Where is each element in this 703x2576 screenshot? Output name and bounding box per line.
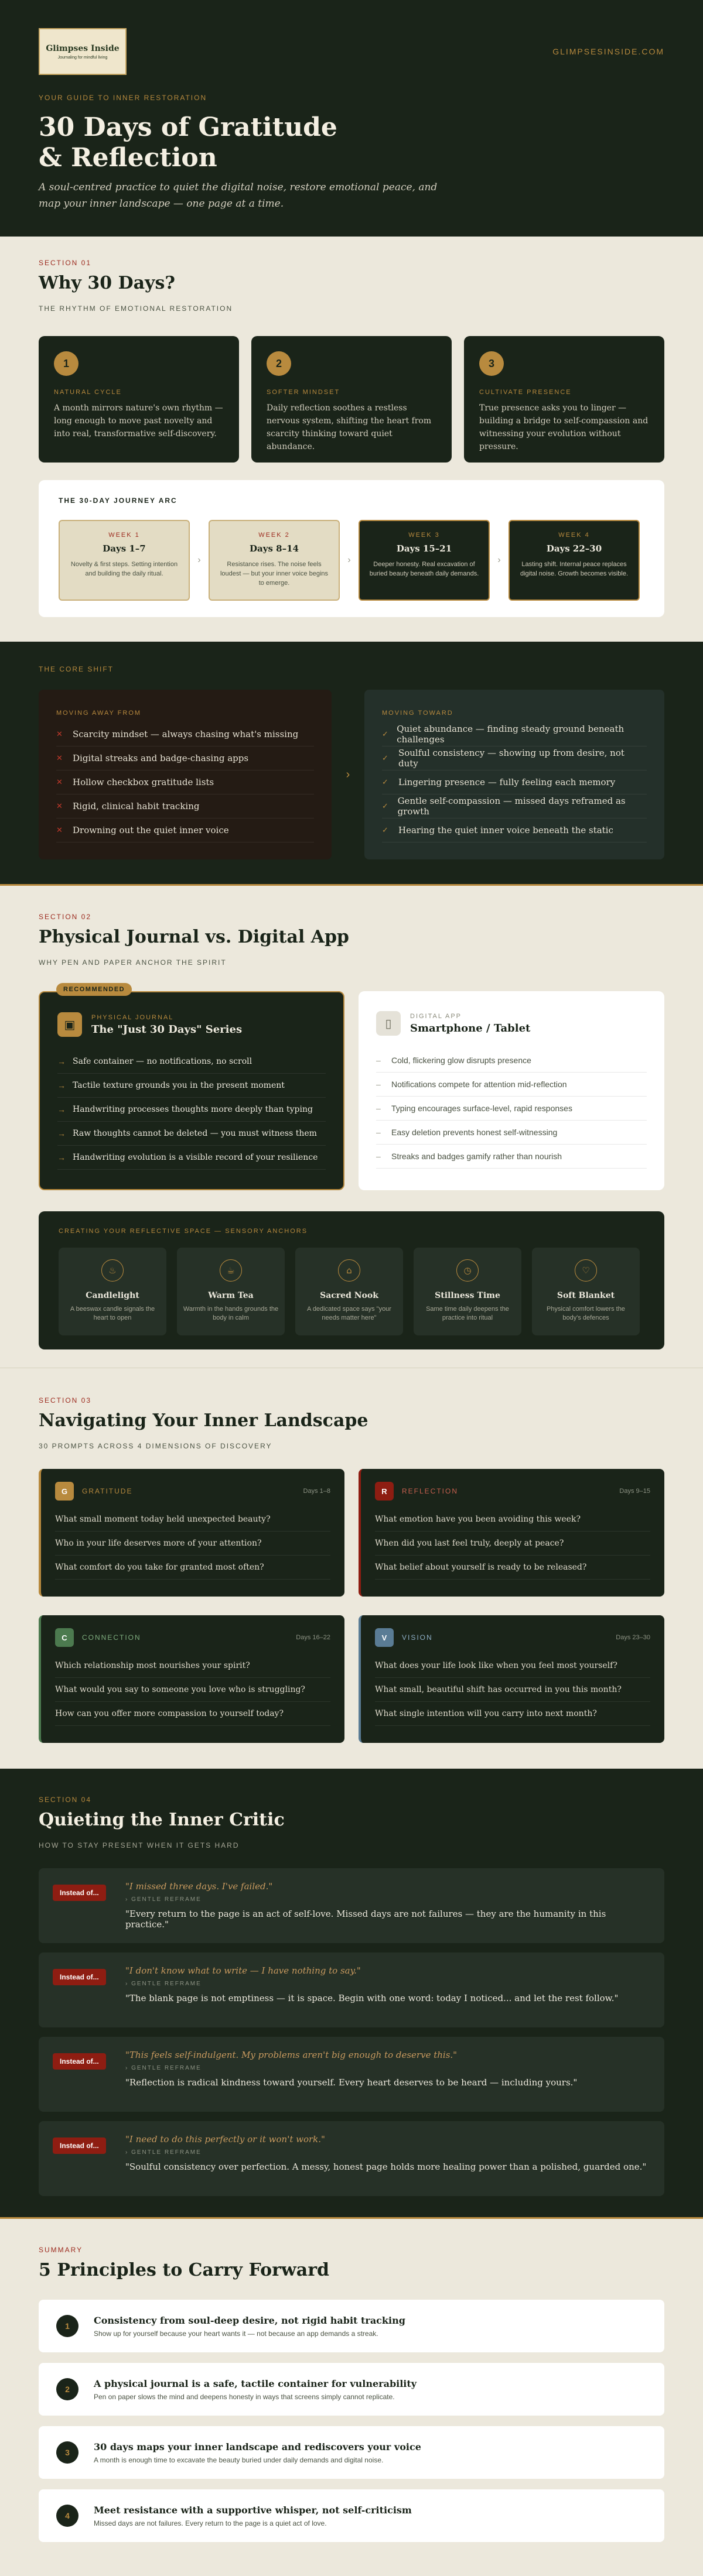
dimension-name: REFLECTION bbox=[402, 1487, 459, 1495]
check-icon: ✓ bbox=[382, 729, 388, 738]
item-text: Tactile texture grounds you in the present moment bbox=[73, 1081, 285, 1090]
critic-reframe-card bbox=[39, 1952, 664, 2027]
prompt-question: What belief about yourself is ready to be released? bbox=[375, 1556, 650, 1580]
why-30-days-section bbox=[0, 237, 703, 642]
week-days: Days 22–30 bbox=[546, 543, 602, 554]
section-title: Physical Journal vs. Digital App bbox=[39, 927, 349, 947]
check-icon: ✓ bbox=[382, 777, 388, 786]
section-label: SECTION 02 bbox=[39, 913, 92, 921]
principle-item bbox=[39, 2300, 664, 2352]
reframe-label-text: GENTLE REFRAME bbox=[131, 1896, 202, 1903]
list-item bbox=[57, 1098, 326, 1122]
dimension-days: Days 1–8 bbox=[303, 1488, 330, 1495]
prompt-card-header bbox=[55, 1628, 330, 1647]
principle-number: 4 bbox=[56, 2505, 79, 2527]
card-category: PHYSICAL JOURNAL bbox=[91, 1013, 174, 1021]
cross-icon: ✕ bbox=[56, 825, 63, 834]
reframe-body bbox=[125, 1881, 650, 1930]
gentle-reframe-label: › GENTLE REFRAME bbox=[125, 1896, 202, 1903]
prompt-card-header bbox=[375, 1628, 650, 1647]
prompt-card-header bbox=[375, 1482, 650, 1501]
cross-icon: ✕ bbox=[56, 729, 63, 738]
anchor-desc: A dedicated space says "your needs matter here" bbox=[307, 1306, 391, 1321]
week-label: WEEK 4 bbox=[558, 532, 590, 539]
item-text: Easy deletion prevents honest self-witnessing bbox=[391, 1128, 558, 1137]
arrow-icon: → bbox=[57, 1081, 66, 1090]
week-text: Novelty & first steps. Setting intention and building the daily ritual. bbox=[70, 561, 178, 577]
principle-desc: Pen on paper slows the mind and deepens honesty in ways that screens simply cannot replicate. bbox=[94, 2392, 395, 2401]
check-icon: ✓ bbox=[382, 825, 388, 834]
principle-number: 3 bbox=[56, 2441, 79, 2464]
principle-desc: Missed days are not failures. Every return to the page is a quiet act of love. bbox=[94, 2519, 327, 2527]
prompt-question: What small, beautiful shift has occurred in you this month? bbox=[375, 1678, 650, 1702]
dash-icon: – bbox=[376, 1152, 381, 1161]
toward-item bbox=[382, 794, 647, 818]
cross-icon: ✕ bbox=[56, 801, 63, 810]
check-icon: ✓ bbox=[382, 801, 388, 810]
card-title: Smartphone / Tablet bbox=[410, 1022, 531, 1034]
card-label: NATURAL CYCLE bbox=[54, 389, 122, 396]
dash-icon: – bbox=[376, 1080, 381, 1089]
principle-desc: Show up for yourself because your heart wants it — not because an app demands a streak. bbox=[94, 2329, 378, 2338]
card-label: CULTIVATE PRESENCE bbox=[479, 389, 572, 396]
instead-of-badge: Instead of... bbox=[53, 2137, 106, 2154]
dimension-name: CONNECTION bbox=[82, 1633, 141, 1642]
anchor-name: Stillness Time bbox=[435, 1291, 500, 1300]
item-text: Raw thoughts cannot be deleted — you must witness them bbox=[73, 1129, 317, 1138]
prompt-question: Who in your life deserves more of your attention? bbox=[55, 1532, 330, 1556]
week-text: Deeper honesty. Real excavation of buried beauty beneath daily demands. bbox=[369, 561, 479, 577]
away-item bbox=[56, 746, 314, 770]
card-text: Daily reflection soothes a restless nervous system, shifting the heart from scarcity thinking toward quiet abundance. bbox=[267, 403, 432, 451]
core-shift-section bbox=[0, 642, 703, 884]
anchor-desc: Warmth in the hands grounds the body in calm bbox=[183, 1306, 279, 1321]
anchor-name: Sacred Nook bbox=[320, 1291, 378, 1300]
section-title: Why 30 Days? bbox=[39, 273, 175, 293]
anchors-title: CREATING YOUR REFLECTIVE SPACE — SENSORY ANCHORS bbox=[59, 1228, 308, 1235]
prompt-question: What single intention will you carry into next month? bbox=[375, 1702, 650, 1726]
principle-number: 1 bbox=[56, 2315, 79, 2337]
list-item bbox=[376, 1097, 647, 1121]
moving-away-panel bbox=[39, 690, 332, 859]
principle-desc: A month is enough time to excavate the beauty buried under daily demands and digital noise. bbox=[94, 2455, 384, 2464]
reframe-text: "Soulful consistency over perfection. A messy, honest page holds more healing power than a polished, guarded one." bbox=[125, 2161, 647, 2172]
arrow-icon: → bbox=[57, 1129, 66, 1138]
anchor-desc: Same time daily deepens the practice into ritual bbox=[426, 1306, 509, 1321]
card-number: 1 bbox=[54, 351, 79, 376]
section-title: Navigating Your Inner Landscape bbox=[39, 1410, 368, 1431]
anchor-desc: A beeswax candle signals the heart to open bbox=[70, 1306, 155, 1321]
prompt-card-vision bbox=[359, 1615, 664, 1743]
anchor-desc: Physical comfort lowers the body's defences bbox=[547, 1306, 625, 1321]
reframe-body bbox=[125, 2134, 650, 2172]
away-item bbox=[56, 770, 314, 794]
instead-of-badge: Instead of... bbox=[53, 1969, 106, 1985]
section-label: SUMMARY bbox=[39, 2246, 83, 2254]
instead-of-badge: Instead of... bbox=[53, 1885, 106, 1901]
section-subtitle: THE RHYTHM OF EMOTIONAL RESTORATION bbox=[39, 304, 233, 313]
week-days: Days 1–7 bbox=[103, 543, 146, 554]
check-icon: ✓ bbox=[382, 753, 388, 762]
toward-item bbox=[382, 746, 647, 770]
week-label: WEEK 3 bbox=[408, 532, 440, 539]
prompt-question: What comfort do you take for granted most often? bbox=[55, 1556, 330, 1580]
away-text: Digital streaks and badge-chasing apps bbox=[73, 753, 249, 763]
section-title: 5 Principles to Carry Forward bbox=[39, 2260, 329, 2280]
dimension-letter-icon: C bbox=[55, 1628, 74, 1647]
toward-text: Soulful consistency — showing up from desire, not duty bbox=[398, 748, 624, 769]
site-url-link[interactable]: GLIMPSESINSIDE.COM bbox=[552, 47, 664, 56]
dimension-days: Days 16–22 bbox=[296, 1634, 330, 1641]
hero-subtitle: A soul-centred practice to quiet the digital noise, restore emotional peace, and map your inner landscape — one page at a time. bbox=[39, 181, 438, 210]
dimension-letter-icon: V bbox=[375, 1628, 394, 1647]
dash-icon: – bbox=[376, 1128, 381, 1137]
inner-critic-section bbox=[0, 1769, 703, 2217]
moving-toward-panel bbox=[364, 690, 664, 859]
smartphone-icon: ▯ bbox=[376, 1011, 401, 1036]
site-logo[interactable] bbox=[39, 28, 127, 75]
arrow-icon: → bbox=[57, 1105, 66, 1114]
critic-thought: "I don't know what to write — I have nothing to say." bbox=[125, 1965, 361, 1976]
week-days: Days 15–21 bbox=[396, 543, 452, 554]
journey-arc-panel bbox=[39, 480, 664, 617]
core-shift-eyebrow: THE CORE SHIFT bbox=[39, 665, 114, 673]
item-text: Handwriting processes thoughts more deeply than typing bbox=[73, 1105, 313, 1114]
instead-of-badge: Instead of... bbox=[53, 2053, 106, 2070]
section-title: Quieting the Inner Critic bbox=[39, 1810, 285, 1830]
critic-reframe-card bbox=[39, 2037, 664, 2112]
reason-card bbox=[464, 336, 664, 463]
prompt-card-connection bbox=[39, 1615, 344, 1743]
list-item bbox=[376, 1049, 647, 1073]
flame-icon: ♨ bbox=[101, 1259, 124, 1282]
reframe-label-text: GENTLE REFRAME bbox=[131, 1981, 202, 1987]
list-item bbox=[376, 1145, 647, 1169]
away-text: Scarcity mindset — always chasing what's missing bbox=[73, 729, 299, 739]
prompt-question: When did you last feel truly, deeply at peace? bbox=[375, 1532, 650, 1556]
list-item bbox=[376, 1073, 647, 1097]
reason-card bbox=[251, 336, 452, 463]
week-card bbox=[209, 520, 340, 601]
away-item bbox=[56, 818, 314, 842]
dimension-name: VISION bbox=[402, 1633, 433, 1642]
away-text: Drowning out the quiet inner voice bbox=[73, 825, 229, 835]
critic-thought: "I missed three days. I've failed." bbox=[125, 1881, 273, 1892]
clock-icon: ◷ bbox=[456, 1259, 479, 1282]
arrow-icon: → bbox=[57, 1057, 66, 1066]
gentle-reframe-label: › GENTLE REFRAME bbox=[125, 2149, 202, 2156]
principle-item bbox=[39, 2363, 664, 2416]
book-icon: ▣ bbox=[57, 1012, 82, 1037]
away-item bbox=[56, 794, 314, 818]
moving-toward-label: MOVING TOWARD bbox=[382, 710, 453, 717]
dimension-name: GRATITUDE bbox=[82, 1487, 133, 1495]
prompt-card-header bbox=[55, 1482, 330, 1501]
section-label: SECTION 01 bbox=[39, 259, 92, 267]
item-text: Handwriting evolution is a visible record of your resilience bbox=[73, 1153, 318, 1162]
inner-landscape-section bbox=[0, 1368, 703, 1769]
anchor-name: Candlelight bbox=[86, 1291, 139, 1300]
card-text: True presence asks you to linger — building a bridge to self-compassion and witnessing your evolution without pressure. bbox=[479, 403, 649, 451]
critic-reframe-card bbox=[39, 1868, 664, 1943]
sensory-anchors-panel bbox=[39, 1211, 664, 1349]
card-header bbox=[57, 1012, 326, 1037]
toward-text: Hearing the quiet inner voice beneath the static bbox=[398, 825, 613, 835]
arrow-icon: → bbox=[57, 1153, 66, 1162]
chevron-right-icon: › bbox=[197, 555, 201, 565]
critic-reframe-card bbox=[39, 2121, 664, 2196]
digital-app-card bbox=[359, 991, 664, 1190]
reframe-label-text: GENTLE REFRAME bbox=[131, 2065, 202, 2071]
card-category: DIGITAL APP bbox=[410, 1012, 462, 1020]
anchor-name: Warm Tea bbox=[208, 1291, 254, 1300]
away-item bbox=[56, 722, 314, 746]
prompt-question: Which relationship most nourishes your spirit? bbox=[55, 1654, 330, 1678]
item-text: Cold, flickering glow disrupts presence bbox=[391, 1056, 531, 1065]
away-text: Rigid, clinical habit tracking bbox=[73, 801, 200, 811]
anchor-name: Soft Blanket bbox=[557, 1291, 615, 1300]
journal-vs-app-section bbox=[0, 884, 703, 1368]
journey-arc-title: THE 30-DAY JOURNEY ARC bbox=[59, 496, 178, 505]
principle-number: 2 bbox=[56, 2378, 79, 2400]
arrow-right-icon: › bbox=[346, 768, 350, 781]
principle-title: A physical journal is a safe, tactile container for vulnerability bbox=[94, 2378, 417, 2389]
prompt-card-gratitude bbox=[39, 1469, 344, 1597]
list-item bbox=[57, 1074, 326, 1098]
item-text: Notifications compete for attention mid-reflection bbox=[391, 1080, 567, 1089]
hero-section bbox=[0, 0, 703, 237]
critic-thought: "This feels self-indulgent. My problems aren't big enough to deserve this." bbox=[125, 2050, 458, 2060]
page-title bbox=[39, 112, 337, 173]
principle-item bbox=[39, 2426, 664, 2479]
section-subtitle: 30 PROMPTS ACROSS 4 DIMENSIONS OF DISCOVERY bbox=[39, 1442, 272, 1450]
week-days: Days 8–14 bbox=[250, 543, 299, 554]
principle-title: Meet resistance with a supportive whisper, not self-criticism bbox=[94, 2504, 412, 2516]
toward-text: Lingering presence — fully feeling each memory bbox=[398, 777, 616, 787]
card-number: 2 bbox=[267, 351, 291, 376]
week-text: Resistance rises. The noise feels loudest — but your inner voice begins to emerge. bbox=[220, 561, 329, 587]
week-text: Lasting shift. Internal peace replaces digital noise. Growth becomes visible. bbox=[520, 561, 629, 577]
card-label: SOFTER MINDSET bbox=[267, 389, 340, 396]
principle-item bbox=[39, 2489, 664, 2542]
list-item bbox=[57, 1146, 326, 1170]
physical-journal-card bbox=[39, 991, 344, 1190]
reframe-body bbox=[125, 2050, 650, 2088]
recommended-badge: RECOMMENDED bbox=[56, 983, 132, 996]
reframe-label-text: GENTLE REFRAME bbox=[131, 2149, 202, 2156]
logo-title: Glimpses Inside bbox=[46, 43, 120, 53]
gentle-reframe-label: › GENTLE REFRAME bbox=[125, 2065, 202, 2071]
heart-icon: ♡ bbox=[575, 1259, 597, 1282]
cross-icon: ✕ bbox=[56, 777, 63, 786]
dimension-days: Days 23–30 bbox=[616, 1634, 650, 1641]
list-item bbox=[57, 1122, 326, 1146]
reframe-body bbox=[125, 1965, 650, 2003]
prompt-card-reflection bbox=[359, 1469, 664, 1597]
week-label: WEEK 2 bbox=[258, 532, 290, 539]
dimension-letter-icon: R bbox=[375, 1482, 394, 1501]
anchor-card bbox=[177, 1248, 285, 1335]
tea-cup-icon: ☕ bbox=[220, 1259, 242, 1282]
toward-text: Gentle self-compassion — missed days reframed as growth bbox=[397, 796, 626, 817]
reframe-text: "The blank page is not emptiness — it is space. Begin with one word: today I noticed... and let the rest follow." bbox=[125, 1993, 619, 2003]
item-text: Safe container — no notifications, no scroll bbox=[73, 1057, 252, 1066]
critic-thought: "I need to do this perfectly or it won't work." bbox=[125, 2134, 325, 2145]
prompt-question: What emotion have you been avoiding this week? bbox=[375, 1508, 650, 1532]
toward-item bbox=[382, 818, 647, 842]
toward-text: Quiet abundance — finding steady ground beneath challenges bbox=[397, 724, 624, 745]
anchor-card bbox=[414, 1248, 521, 1335]
summary-section bbox=[0, 2217, 703, 2576]
item-text: Typing encourages surface-level, rapid responses bbox=[391, 1104, 572, 1113]
title-line-2: & Reflection bbox=[39, 143, 217, 173]
principle-title: 30 days maps your inner landscape and rediscovers your voice bbox=[94, 2441, 421, 2452]
anchor-card bbox=[532, 1248, 640, 1335]
home-icon: ⌂ bbox=[338, 1259, 360, 1282]
section-label: SECTION 03 bbox=[39, 1396, 92, 1405]
anchor-card bbox=[295, 1248, 403, 1335]
section-label: SECTION 04 bbox=[39, 1796, 92, 1804]
reframe-text: "Every return to the page is an act of self-love. Missed days are not failures — they are the humanity in this practice." bbox=[125, 1909, 606, 1930]
reason-card bbox=[39, 336, 239, 463]
card-header bbox=[376, 1011, 647, 1036]
hero-eyebrow: YOUR GUIDE TO INNER RESTORATION bbox=[39, 94, 207, 102]
prompt-question: What small moment today held unexpected beauty? bbox=[55, 1508, 330, 1532]
toward-item bbox=[382, 770, 647, 794]
dash-icon: – bbox=[376, 1104, 381, 1113]
week-card bbox=[509, 520, 640, 601]
week-card bbox=[59, 520, 190, 601]
list-item bbox=[57, 1050, 326, 1074]
principle-title: Consistency from soul-deep desire, not rigid habit tracking bbox=[94, 2314, 405, 2326]
list-item bbox=[376, 1121, 647, 1145]
week-label: WEEK 1 bbox=[108, 532, 140, 539]
dimension-days: Days 9–15 bbox=[619, 1488, 650, 1495]
reframe-text: "Reflection is radical kindness toward yourself. Every heart deserves to be heard — including yours." bbox=[125, 2077, 578, 2088]
toward-item bbox=[382, 722, 647, 746]
cross-icon: ✕ bbox=[56, 753, 63, 762]
section-subtitle: WHY PEN AND PAPER ANCHOR THE SPIRIT bbox=[39, 958, 227, 967]
gentle-reframe-label: › GENTLE REFRAME bbox=[125, 1981, 202, 1987]
prompt-question: What does your life look like when you feel most yourself? bbox=[375, 1654, 650, 1678]
card-title: The "Just 30 Days" Series bbox=[91, 1023, 243, 1036]
title-line-1: 30 Days of Gratitude bbox=[39, 112, 337, 142]
moving-away-label: MOVING AWAY FROM bbox=[56, 710, 142, 717]
week-card bbox=[359, 520, 490, 601]
section-subtitle: HOW TO STAY PRESENT WHEN IT GETS HARD bbox=[39, 1841, 240, 1849]
chevron-right-icon: › bbox=[347, 555, 351, 565]
item-text: Streaks and badges gamify rather than nourish bbox=[391, 1152, 562, 1161]
away-text: Hollow checkbox gratitude lists bbox=[73, 777, 214, 787]
card-text: A month mirrors nature's own rhythm — long enough to move past novelty and into real, transformative self-discovery. bbox=[54, 403, 223, 439]
anchor-card bbox=[59, 1248, 166, 1335]
dash-icon: – bbox=[376, 1056, 381, 1065]
prompt-question: What would you say to someone you love who is struggling? bbox=[55, 1678, 330, 1702]
prompt-question: How can you offer more compassion to yourself today? bbox=[55, 1702, 330, 1726]
chevron-right-icon: › bbox=[497, 555, 501, 565]
dimension-letter-icon: G bbox=[55, 1482, 74, 1501]
logo-tagline: Journaling for mindful living bbox=[57, 55, 108, 60]
card-number: 3 bbox=[479, 351, 504, 376]
